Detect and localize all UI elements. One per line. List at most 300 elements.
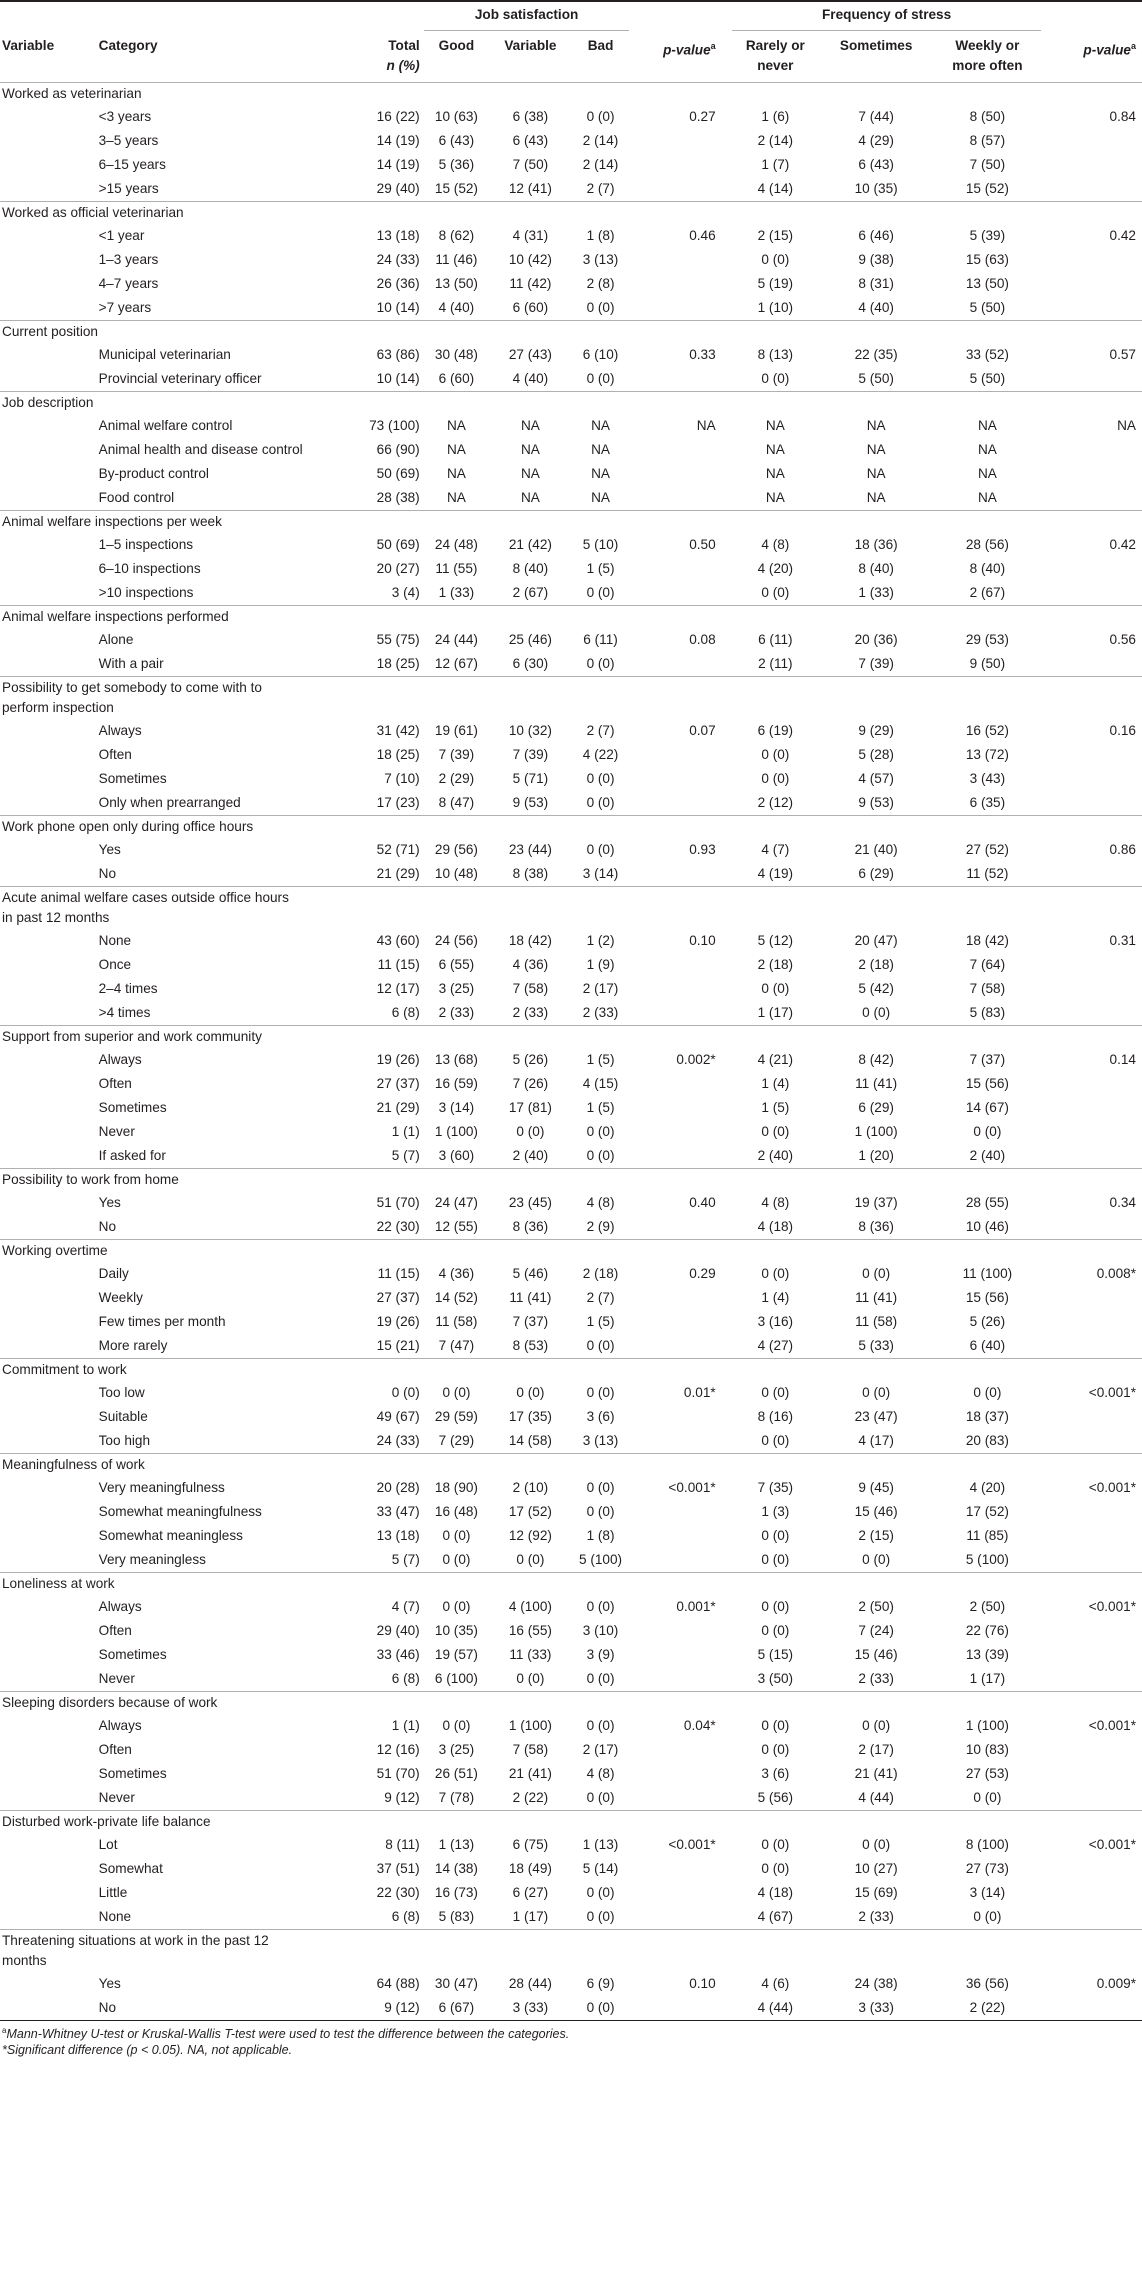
rarely-cell: 0 (0): [761, 1266, 790, 1281]
indent-cell: [0, 105, 99, 129]
table-row: [0, 1996, 1142, 2020]
variable-response-cell: 14 (58): [508, 1433, 552, 1448]
p-value-satisfaction-cell: [633, 977, 727, 1001]
indent-cell: [0, 1643, 99, 1667]
bad-cell: 0 (0): [586, 1124, 615, 1139]
category-cell: 6–15 years: [98, 157, 166, 172]
p-value-stress-cell: [1045, 977, 1142, 1001]
indent-cell: [0, 1215, 99, 1240]
sometimes-cell: 4 (29): [858, 133, 894, 148]
variable-row: [0, 202, 1142, 225]
bad-cell: 0 (0): [586, 1718, 615, 1733]
p-value-stress-cell: 0.84: [1109, 109, 1136, 124]
rarely-cell: 0 (0): [761, 1742, 790, 1757]
weekly-cell: NA: [977, 466, 997, 481]
weekly-cell: 17 (52): [965, 1504, 1009, 1519]
rarely-cell: 0 (0): [761, 1861, 790, 1876]
p-value-satisfaction-cell: 0.08: [689, 632, 716, 647]
variable-label: Current position: [0, 321, 1142, 344]
weekly-cell: 20 (83): [965, 1433, 1009, 1448]
p-value-stress-cell: [1045, 862, 1142, 887]
weekly-cell: 10 (46): [965, 1219, 1009, 1234]
bad-cell: 0 (0): [586, 1385, 615, 1400]
total-cell: 4 (7): [391, 1599, 420, 1614]
table-row: [0, 1762, 1142, 1786]
indent-cell: [0, 367, 99, 392]
indent-cell: [0, 581, 99, 606]
sometimes-cell: 15 (46): [854, 1504, 898, 1519]
sometimes-cell: 21 (41): [854, 1766, 898, 1781]
total-cell: 13 (18): [376, 1528, 420, 1543]
good-cell: 3 (14): [438, 1100, 475, 1115]
total-cell: 29 (40): [376, 1623, 420, 1638]
p-value-satisfaction-cell: [633, 953, 727, 977]
variable-response-cell: 6 (38): [512, 109, 549, 124]
good-cell: 5 (83): [438, 1909, 475, 1924]
variable-label: Work phone open only during office hours: [0, 816, 1142, 839]
bad-cell: 0 (0): [586, 795, 615, 810]
total-cell: 16 (22): [376, 109, 420, 124]
bad-cell: 3 (14): [582, 866, 619, 881]
variable-label: Possibility to work from home: [0, 1169, 1142, 1192]
good-cell: 10 (48): [434, 866, 478, 881]
weekly-cell: 5 (39): [969, 228, 1006, 243]
indent-cell: [0, 1833, 99, 1857]
indent-cell: [0, 486, 99, 511]
total-cell: 11 (15): [377, 1266, 420, 1281]
variable-response-cell: 0 (0): [516, 1552, 545, 1567]
bad-cell: 0 (0): [586, 300, 615, 315]
good-cell: 24 (48): [434, 537, 478, 552]
category-cell: By-product control: [98, 466, 209, 481]
bad-cell: 6 (10): [582, 347, 619, 362]
p-value-stress-cell: [1045, 296, 1142, 321]
total-cell: 55 (75): [376, 632, 420, 647]
weekly-cell: 3 (14): [969, 1885, 1006, 1900]
total-cell: 22 (30): [376, 1885, 420, 1900]
rarely-cell: 0 (0): [761, 747, 790, 762]
bad-cell: 4 (8): [586, 1195, 615, 1210]
p-value-satisfaction-cell: [633, 248, 727, 272]
p-value-stress-cell: [1045, 1120, 1142, 1144]
p-value-satisfaction-cell: [633, 1096, 727, 1120]
rarely-cell: 4 (44): [757, 2000, 794, 2015]
rarely-cell: 4 (6): [761, 1976, 790, 1991]
bad-cell: 0 (0): [586, 771, 615, 786]
p-value-satisfaction-cell: [633, 272, 727, 296]
p-value-stress-cell: [1045, 1215, 1142, 1240]
table-row: [0, 1262, 1142, 1286]
variable-row: [0, 1169, 1142, 1192]
category-cell: 6–10 inspections: [98, 561, 201, 576]
good-cell: NA: [446, 418, 466, 433]
variable-response-cell: 7 (58): [512, 981, 549, 996]
indent-cell: [0, 248, 99, 272]
p-value-satisfaction-cell: [633, 1405, 727, 1429]
bad-cell: 1 (5): [586, 561, 615, 576]
good-cell: 18 (90): [434, 1480, 478, 1495]
p-value-stress-cell: 0.009*: [1096, 1976, 1136, 1991]
total-cell: 64 (88): [376, 1976, 420, 1991]
variable-row: [0, 1692, 1142, 1715]
rarely-cell: 2 (40): [757, 1148, 794, 1163]
sometimes-cell: 5 (50): [858, 371, 894, 386]
table-row: [0, 1524, 1142, 1548]
sometimes-cell: 15 (69): [854, 1885, 898, 1900]
weekly-cell: 1 (17): [969, 1671, 1006, 1686]
category-cell: Somewhat meaningless: [98, 1528, 243, 1543]
variable-response-cell: 2 (10): [512, 1480, 549, 1495]
p-value-stress-cell: [1045, 272, 1142, 296]
sometimes-cell: 8 (42): [858, 1052, 894, 1067]
category-cell: Weekly: [98, 1290, 143, 1305]
bad-cell: 1 (5): [586, 1052, 615, 1067]
total-cell: 33 (46): [376, 1647, 420, 1662]
p-value-satisfaction-cell: [633, 1429, 727, 1454]
rarely-cell: 0 (0): [761, 1718, 790, 1733]
weekly-cell: 5 (100): [965, 1552, 1009, 1567]
category-cell: Sometimes: [98, 771, 167, 786]
rarely-cell: 4 (18): [757, 1885, 794, 1900]
good-cell: 14 (52): [434, 1290, 478, 1305]
indent-cell: [0, 1310, 99, 1334]
rarely-cell: 0 (0): [761, 1433, 790, 1448]
table-row: [0, 652, 1142, 677]
weekly-cell: 1 (100): [965, 1718, 1009, 1733]
rarely-cell: NA: [765, 418, 785, 433]
p-value-stress-cell: [1045, 1786, 1142, 1811]
rarely-cell: 0 (0): [761, 981, 790, 996]
variable-response-cell: 2 (40): [512, 1148, 549, 1163]
indent-cell: [0, 1738, 99, 1762]
bad-cell: 3 (10): [582, 1623, 619, 1638]
sometimes-cell: 1 (20): [858, 1148, 894, 1163]
weekly-cell: 11 (52): [966, 866, 1009, 881]
total-cell: 50 (69): [376, 537, 420, 552]
variable-response-cell: 6 (43): [512, 133, 549, 148]
category-cell: Yes: [98, 842, 121, 857]
total-cell: 20 (27): [376, 561, 420, 576]
good-cell: 26 (51): [434, 1766, 478, 1781]
indent-cell: [0, 1334, 99, 1359]
table-row: [0, 1310, 1142, 1334]
variable-label: Acute animal welfare cases outside office hours in past 12 months: [0, 887, 1142, 930]
category-cell: Sometimes: [98, 1766, 167, 1781]
rarely-cell: 6 (11): [758, 632, 793, 647]
indent-cell: [0, 1714, 99, 1738]
table-row: [0, 1144, 1142, 1169]
good-cell: 8 (47): [438, 795, 475, 810]
indent-cell: [0, 1048, 99, 1072]
sometimes-cell: 1 (100): [854, 1124, 898, 1139]
sometimes-cell: 20 (47): [854, 933, 898, 948]
weekly-cell: 27 (53): [965, 1766, 1009, 1781]
table-row: [0, 1215, 1142, 1240]
p-value-stress-cell: [1045, 1429, 1142, 1454]
good-cell: 7 (39): [438, 747, 475, 762]
variable-response-cell: 27 (43): [508, 347, 552, 362]
variable-response-cell: 23 (45): [508, 1195, 552, 1210]
rarely-cell: 1 (5): [761, 1100, 790, 1115]
category-cell: Always: [98, 723, 142, 738]
p-value-stress-cell: [1045, 557, 1142, 581]
category-cell: Somewhat: [98, 1861, 163, 1876]
good-cell: 1 (100): [434, 1124, 478, 1139]
good-cell: 11 (58): [435, 1314, 478, 1329]
sometimes-cell: 6 (43): [858, 157, 894, 172]
rarely-cell: 1 (4): [761, 1290, 790, 1305]
rarely-cell: 1 (6): [761, 109, 790, 124]
rarely-cell: 4 (19): [757, 866, 794, 881]
weekly-cell: 2 (67): [969, 585, 1006, 600]
variable-label: Worked as official veterinarian: [0, 202, 1142, 225]
p-value-stress-cell: 0.42: [1109, 537, 1136, 552]
variable-response-cell: 2 (67): [512, 585, 549, 600]
bad-cell: 3 (13): [582, 252, 619, 267]
sometimes-cell: 3 (33): [858, 2000, 894, 2015]
p-value-satisfaction-cell: [633, 129, 727, 153]
rarely-cell: 2 (18): [757, 957, 794, 972]
good-cell: 8 (62): [438, 228, 475, 243]
variable-response-cell: 10 (42): [508, 252, 552, 267]
good-cell: 3 (25): [438, 981, 475, 996]
category-cell: More rarely: [98, 1338, 168, 1353]
rarely-cell: 0 (0): [761, 371, 790, 386]
category-cell: Yes: [98, 1976, 121, 1991]
variable-label: Loneliness at work: [0, 1573, 1142, 1596]
p-value-satisfaction-cell: [633, 1215, 727, 1240]
sometimes-cell: 0 (0): [862, 1837, 891, 1852]
indent-cell: [0, 272, 99, 296]
p-value-satisfaction-cell: [633, 1286, 727, 1310]
variable-response-cell: 7 (50): [512, 157, 549, 172]
variable-response-cell: 11 (33): [509, 1647, 552, 1662]
bad-cell: 0 (0): [586, 1338, 615, 1353]
sometimes-cell: 2 (18): [858, 957, 894, 972]
variable-response-cell: 6 (27): [512, 1885, 549, 1900]
p-value-satisfaction-cell: <0.001*: [668, 1837, 716, 1852]
category-cell: Sometimes: [98, 1647, 167, 1662]
weekly-cell: 33 (52): [965, 347, 1009, 362]
good-cell: 15 (52): [434, 181, 478, 196]
indent-cell: [0, 1144, 99, 1169]
weekly-cell: 8 (50): [969, 109, 1006, 124]
indent-cell: [0, 1001, 99, 1026]
rarely-cell: NA: [765, 466, 785, 481]
indent-cell: [0, 1548, 99, 1573]
indent-cell: [0, 462, 99, 486]
table-row: [0, 1857, 1142, 1881]
table-row: [0, 1881, 1142, 1905]
p-value-satisfaction-cell: 0.27: [689, 109, 716, 124]
good-cell: 13 (50): [434, 276, 478, 291]
bad-cell: 2 (7): [586, 181, 615, 196]
category-cell: Always: [98, 1052, 142, 1067]
p-value-stress-cell: [1045, 1881, 1142, 1905]
sometimes-cell: 0 (0): [862, 1266, 891, 1281]
p-value-stress-cell: 0.34: [1109, 1195, 1136, 1210]
p-value-satisfaction-cell: [633, 1738, 727, 1762]
category-cell: Never: [98, 1124, 135, 1139]
weekly-cell: 16 (52): [965, 723, 1009, 738]
sometimes-cell: 5 (33): [858, 1338, 894, 1353]
category-cell: Never: [98, 1790, 135, 1805]
p-value-stress-cell: [1045, 1524, 1142, 1548]
indent-cell: [0, 1857, 99, 1881]
sometimes-cell: 23 (47): [854, 1409, 898, 1424]
total-cell: 51 (70): [376, 1766, 420, 1781]
p-value-stress-cell: 0.86: [1109, 842, 1136, 857]
good-cell: 6 (100): [434, 1671, 478, 1686]
sometimes-cell: 10 (35): [854, 181, 898, 196]
table-row: [0, 628, 1142, 652]
variable-response-cell: 17 (35): [508, 1409, 552, 1424]
good-cell: 2 (33): [438, 1005, 475, 1020]
variable-response-cell: 21 (42): [508, 537, 552, 552]
sometimes-cell: 1 (33): [858, 585, 894, 600]
bad-cell: 0 (0): [586, 585, 615, 600]
variable-response-cell: 0 (0): [516, 1124, 545, 1139]
sometimes-cell: NA: [866, 490, 886, 505]
indent-cell: [0, 628, 99, 652]
table-row: [0, 248, 1142, 272]
p-value-satisfaction-cell: 0.04*: [683, 1718, 716, 1733]
table-row: [0, 557, 1142, 581]
sometimes-cell: 8 (36): [858, 1219, 894, 1234]
rarely-cell: 5 (15): [757, 1647, 794, 1662]
sometimes-cell: 2 (50): [858, 1599, 894, 1614]
weekly-column-header: Weekly or more often: [952, 38, 1023, 73]
variable-response-cell: 17 (52): [508, 1504, 552, 1519]
rarely-cell: NA: [765, 490, 785, 505]
indent-cell: [0, 1667, 99, 1692]
good-cell: 3 (25): [438, 1742, 475, 1757]
variable-label: Support from superior and work community: [0, 1026, 1142, 1049]
good-cell: 30 (48): [434, 347, 478, 362]
category-cell: No: [98, 1219, 117, 1234]
variable-response-cell: 2 (22): [512, 1790, 549, 1805]
indent-cell: [0, 652, 99, 677]
variable-label: Animal welfare inspections performed: [0, 606, 1142, 629]
p-value-satisfaction-cell: [633, 1619, 727, 1643]
total-cell: 19 (26): [376, 1314, 420, 1329]
p-value-stress-cell: 0.42: [1109, 228, 1136, 243]
rarely-cell: 2 (11): [758, 656, 793, 671]
indent-cell: [0, 1595, 99, 1619]
good-cell: 0 (0): [442, 1385, 471, 1400]
bad-cell: 5 (10): [582, 537, 619, 552]
variable-response-cell: 4 (40): [512, 371, 549, 386]
sometimes-cell: 22 (35): [854, 347, 898, 362]
p-value-satisfaction-cell: [633, 1072, 727, 1096]
rarely-cell: 5 (12): [757, 933, 794, 948]
indent-cell: [0, 224, 99, 248]
sometimes-cell: 2 (17): [858, 1742, 894, 1757]
good-cell: 16 (59): [434, 1076, 478, 1091]
bad-cell: 1 (9): [586, 957, 615, 972]
table-row: [0, 1096, 1142, 1120]
footnote-significance: *Significant difference (p < 0.05). NA, not applicable.: [2, 2043, 293, 2058]
table-row: [0, 1381, 1142, 1405]
bad-cell: 2 (14): [582, 133, 619, 148]
category-cell: 4–7 years: [98, 276, 159, 291]
total-cell: 5 (7): [391, 1552, 420, 1567]
p-value-satisfaction-cell: [633, 153, 727, 177]
weekly-cell: 2 (50): [969, 1599, 1006, 1614]
good-column-header: Good: [438, 38, 475, 53]
variable-row: [0, 1454, 1142, 1477]
sometimes-cell: 0 (0): [862, 1005, 891, 1020]
variable-response-cell: 12 (41): [508, 181, 552, 196]
category-cell: With a pair: [98, 656, 164, 671]
total-cell: 24 (33): [376, 252, 420, 267]
sometimes-cell: 9 (45): [858, 1480, 894, 1495]
variable-row: [0, 511, 1142, 534]
variable-label: Threatening situations at work in the past 12 months: [0, 1930, 1142, 1973]
p-value-stress-cell: [1045, 1144, 1142, 1169]
variable-response-cell: 8 (40): [512, 561, 549, 576]
category-cell: None: [98, 933, 132, 948]
good-cell: 7 (78): [438, 1790, 475, 1805]
bad-cell: 1 (5): [586, 1100, 615, 1115]
good-cell: 6 (55): [438, 957, 475, 972]
table-row: [0, 1972, 1142, 1996]
p-value-stress-cell: 0.14: [1109, 1052, 1136, 1067]
category-cell: Very meaningfulness: [98, 1480, 225, 1495]
table-row: [0, 462, 1142, 486]
variable-label: Commitment to work: [0, 1359, 1142, 1382]
total-cell: 51 (70): [376, 1195, 420, 1210]
category-cell: 1–5 inspections: [98, 537, 194, 552]
indent-cell: [0, 153, 99, 177]
category-cell: Sometimes: [98, 1100, 167, 1115]
sometimes-column-header: Sometimes: [839, 38, 913, 53]
weekly-cell: 2 (22): [969, 2000, 1006, 2015]
category-cell: Never: [98, 1671, 135, 1686]
good-cell: 30 (47): [434, 1976, 478, 1991]
good-cell: NA: [446, 466, 466, 481]
table-row: [0, 1595, 1142, 1619]
p-value-stress-cell: [1045, 791, 1142, 816]
rarely-cell: 7 (35): [757, 1480, 794, 1495]
p-value-stress-cell: [1045, 462, 1142, 486]
indent-cell: [0, 1524, 99, 1548]
sometimes-cell: 20 (36): [854, 632, 898, 647]
indent-cell: [0, 838, 99, 862]
bad-cell: 1 (2): [586, 933, 615, 948]
bad-cell: NA: [591, 466, 610, 481]
variable-response-cell: 5 (46): [512, 1266, 549, 1281]
sometimes-cell: 0 (0): [862, 1552, 891, 1567]
indent-cell: [0, 1786, 99, 1811]
bad-cell: 1 (8): [586, 1528, 615, 1543]
category-cell: Few times per month: [98, 1314, 226, 1329]
p-value-satisfaction-cell: [633, 367, 727, 392]
category-cell: No: [98, 866, 117, 881]
p-value-satisfaction-cell: [633, 1500, 727, 1524]
bad-cell: 3 (6): [586, 1409, 615, 1424]
total-cell: 21 (29): [376, 866, 420, 881]
p-value-stress-cell: [1045, 1405, 1142, 1429]
bad-cell: NA: [591, 490, 610, 505]
p-value-satisfaction-cell: [633, 1667, 727, 1692]
weekly-cell: 2 (40): [969, 1148, 1006, 1163]
p-value-stress-cell: [1045, 767, 1142, 791]
good-cell: 0 (0): [442, 1528, 471, 1543]
weekly-cell: 0 (0): [973, 1909, 1002, 1924]
good-cell: 5 (36): [438, 157, 475, 172]
table-row: [0, 1786, 1142, 1811]
